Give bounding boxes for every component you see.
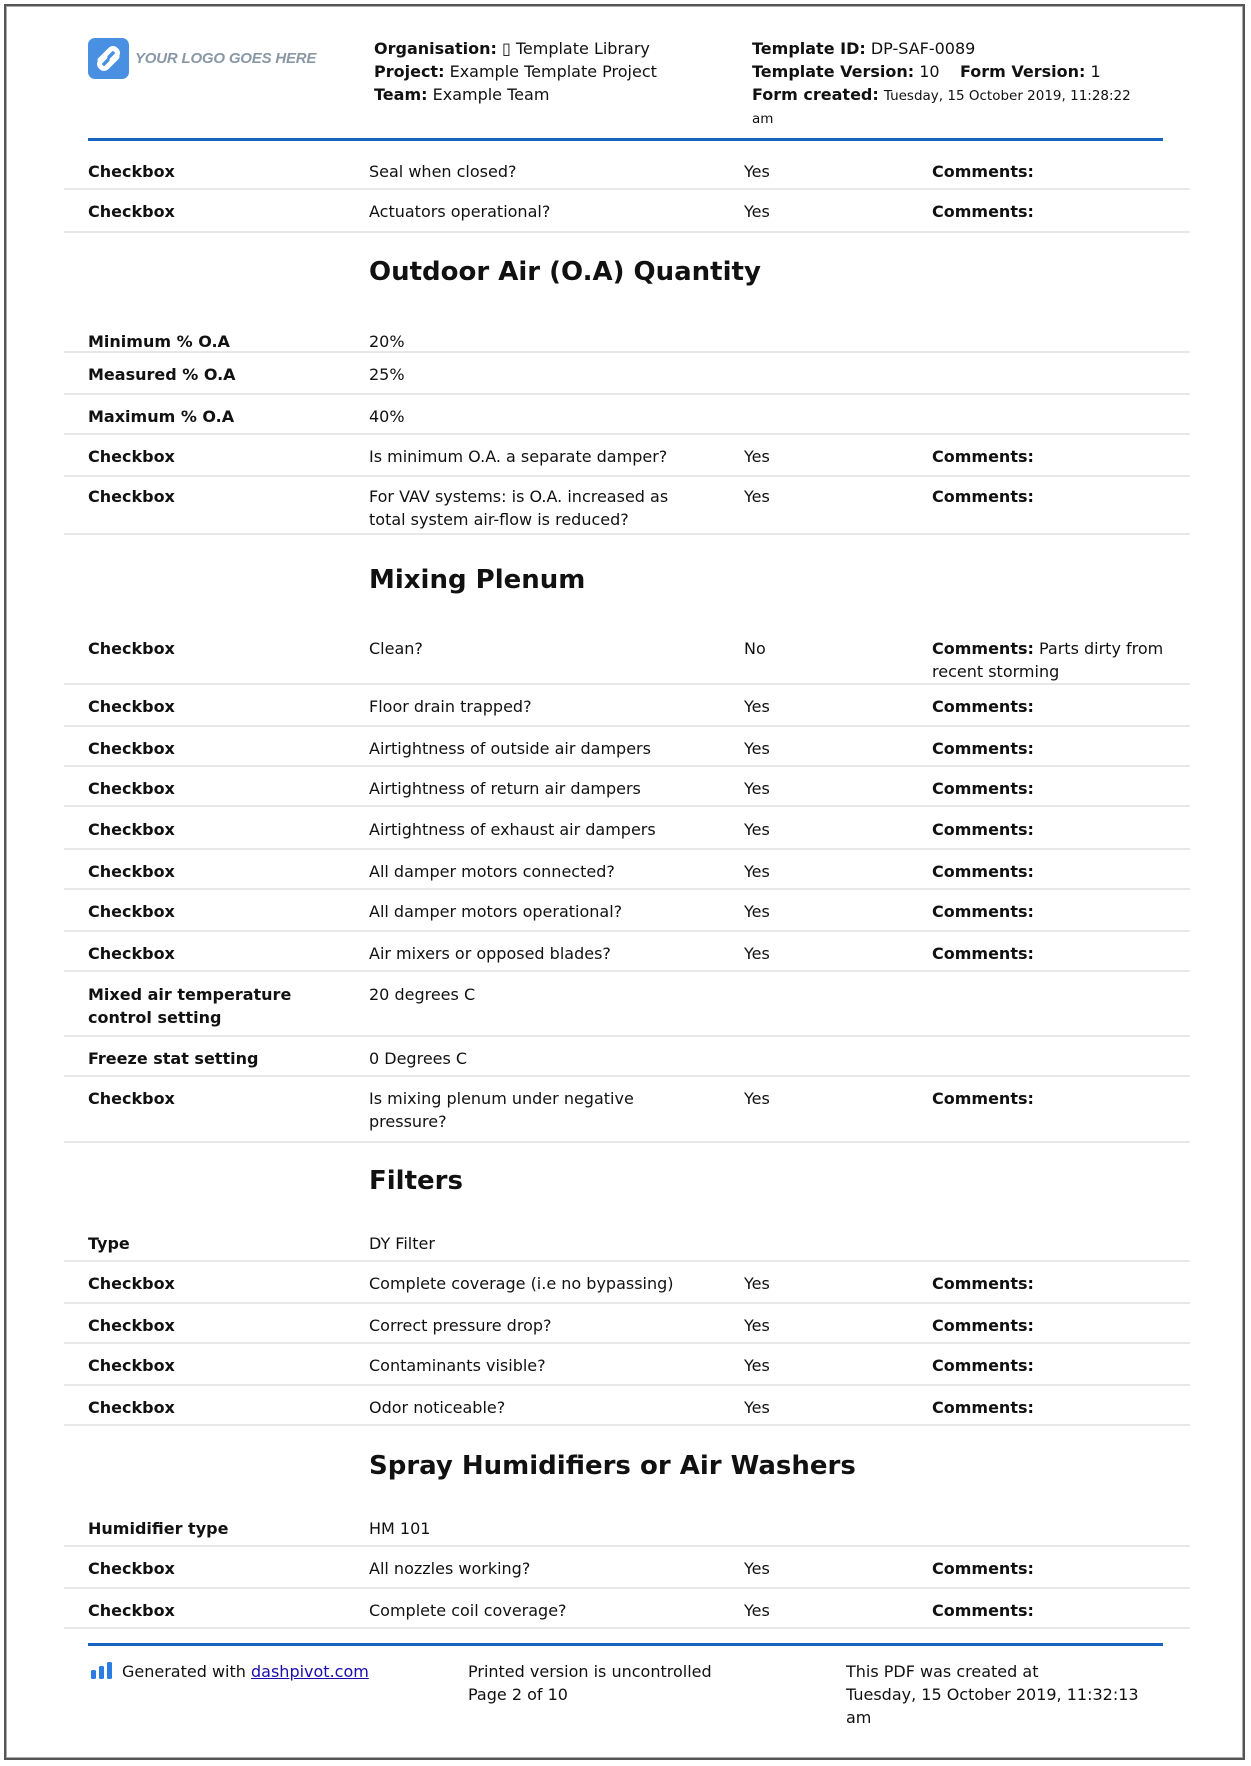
form-row: [64, 627, 1190, 685]
row-answer: Yes: [744, 902, 770, 921]
row-label: Checkbox: [88, 162, 175, 181]
row-value: Airtightness of exhaust air dampers: [369, 820, 656, 839]
row-label: Freeze stat setting: [88, 1049, 259, 1068]
section-heading: Spray Humidifiers or Air Washers: [369, 1451, 856, 1481]
section-heading: Mixing Plenum: [369, 565, 586, 595]
footer-printed: [468, 1660, 712, 1706]
row-label: Checkbox: [88, 862, 175, 881]
organisation-label: Organisation:: [374, 39, 497, 58]
form-row: [64, 435, 1190, 477]
comments-label: Comments:: [932, 1601, 1034, 1620]
comments-label: Comments:: [932, 820, 1034, 839]
row-label: Mixed air temperature control setting: [88, 985, 292, 1027]
bar-chart-icon: [90, 1661, 114, 1685]
form-row: [64, 475, 1190, 535]
form-row: [64, 1547, 1190, 1589]
header-meta-left: [374, 37, 657, 106]
comments-label: Comments:: [932, 1089, 1034, 1108]
row-value: All damper motors connected?: [369, 862, 615, 881]
template-id-label: Template ID:: [752, 39, 866, 58]
form-created-value: Tuesday, 15 October 2019, 11:28:22: [883, 88, 1131, 104]
comments-label: Comments:: [932, 487, 1034, 506]
row-comments: [932, 850, 1172, 883]
row-comments: [932, 890, 1172, 923]
form-row: [64, 727, 1190, 767]
row-comments: [932, 1344, 1172, 1377]
row-comments: [932, 1304, 1172, 1337]
logo-icon: [88, 38, 129, 79]
team-label: Team:: [374, 85, 428, 104]
header-divider: [88, 138, 1163, 141]
form-created-value-cont: am: [752, 111, 774, 127]
template-version-label: Template Version:: [752, 62, 915, 81]
row-value: DY Filter: [369, 1234, 435, 1253]
form-row: [64, 190, 1190, 233]
row-value: Airtightness of return air dampers: [369, 779, 641, 798]
row-value: Correct pressure drop?: [369, 1316, 552, 1335]
row-comments: [932, 435, 1172, 468]
row-value: All damper motors operational?: [369, 902, 623, 921]
row-answer: Yes: [744, 1316, 770, 1335]
row-answer: Yes: [744, 862, 770, 881]
row-answer: Yes: [744, 1356, 770, 1375]
form-row: [64, 850, 1190, 890]
row-comments: [932, 475, 1172, 508]
comments-label: Comments:: [932, 862, 1034, 881]
comments-label: Comments:: [932, 739, 1034, 758]
form-row: [64, 320, 1190, 353]
section-heading: Filters: [369, 1166, 463, 1196]
row-label: Minimum % O.A: [88, 332, 230, 351]
form-row: [64, 973, 1190, 1037]
row-label: Checkbox: [88, 1274, 175, 1293]
row-answer: Yes: [744, 697, 770, 716]
comments-label: Comments:: [932, 639, 1034, 658]
form-row: [64, 1344, 1190, 1386]
project-label: Project:: [374, 62, 445, 81]
form-row: [64, 395, 1190, 435]
row-label: Checkbox: [88, 1316, 175, 1335]
row-answer: Yes: [744, 447, 770, 466]
form-row: [64, 353, 1190, 395]
form-row: [64, 1262, 1190, 1304]
row-value: Complete coverage (i.e no bypassing): [369, 1274, 674, 1293]
row-value: 40%: [369, 407, 405, 426]
row-value: Actuators operational?: [369, 202, 551, 221]
comments-label: Comments:: [932, 697, 1034, 716]
section-heading: Outdoor Air (O.A) Quantity: [369, 257, 761, 287]
row-label: Checkbox: [88, 202, 175, 221]
row-answer: Yes: [744, 739, 770, 758]
row-comments: [932, 932, 1172, 965]
form-row: [64, 1077, 1190, 1143]
row-value: All nozzles working?: [369, 1559, 531, 1578]
comments-label: Comments:: [932, 1559, 1034, 1578]
row-answer: No: [744, 639, 766, 658]
row-label: Maximum % O.A: [88, 407, 235, 426]
row-answer: Yes: [744, 1274, 770, 1293]
row-label: Checkbox: [88, 1356, 175, 1375]
row-comments: [932, 1386, 1172, 1419]
footer-created: [846, 1660, 1139, 1729]
row-value: For VAV systems: is O.A. increased as total system air-flow is reduced?: [369, 487, 669, 529]
form-created-label: Form created:: [752, 85, 879, 104]
row-comments: [932, 1077, 1172, 1110]
row-label: Checkbox: [88, 447, 175, 466]
footer-divider: [88, 1643, 1163, 1646]
row-answer: Yes: [744, 1559, 770, 1578]
form-version-label: Form Version:: [959, 62, 1086, 81]
comments-label: Comments:: [932, 779, 1034, 798]
row-value: 20 degrees C: [369, 985, 476, 1004]
row-comments: [932, 190, 1172, 223]
form-row: [64, 767, 1190, 807]
form-version-value: 1: [1090, 62, 1101, 81]
comments-label: Comments:: [932, 902, 1034, 921]
form-row: [64, 685, 1190, 727]
template-version-value: 10: [919, 62, 940, 81]
row-value: Floor drain trapped?: [369, 697, 532, 716]
form-row: [64, 808, 1190, 850]
row-answer: Yes: [744, 487, 770, 506]
row-value: Clean?: [369, 639, 423, 658]
row-comments: [932, 767, 1172, 800]
form-row: [64, 1304, 1190, 1344]
row-label: Checkbox: [88, 639, 175, 658]
row-value: HM 101: [369, 1519, 431, 1538]
pdf-created-date-cont: am: [846, 1708, 872, 1727]
row-value: Is minimum O.A. a separate damper?: [369, 447, 668, 466]
form-row: [64, 1222, 1190, 1262]
row-answer: Yes: [744, 1089, 770, 1108]
row-label: Checkbox: [88, 1398, 175, 1417]
pdf-created-date: Tuesday, 15 October 2019, 11:32:13: [846, 1685, 1139, 1704]
form-row: [64, 1386, 1190, 1426]
row-label: Checkbox: [88, 1559, 175, 1578]
row-label: Checkbox: [88, 487, 175, 506]
header-meta-right: [752, 37, 1172, 131]
comment-text: Parts dirty from recent storming: [932, 639, 1164, 681]
dashpivot-link[interactable]: dashpivot.com: [251, 1662, 369, 1681]
row-answer: Yes: [744, 162, 770, 181]
row-value: Contaminants visible?: [369, 1356, 546, 1375]
row-comments: [932, 627, 1172, 683]
row-comments: [932, 808, 1172, 841]
form-row: [64, 150, 1190, 190]
comments-label: Comments:: [932, 447, 1034, 466]
row-label: Checkbox: [88, 779, 175, 798]
row-comments: [932, 727, 1172, 760]
row-label: Measured % O.A: [88, 365, 236, 384]
row-answer: Yes: [744, 1601, 770, 1620]
row-answer: Yes: [744, 1398, 770, 1417]
form-row: [64, 932, 1190, 972]
footer-generated: [90, 1660, 369, 1685]
team-value: Example Team: [432, 85, 550, 104]
row-comments: [932, 1589, 1172, 1622]
row-value: Air mixers or opposed blades?: [369, 944, 611, 963]
comments-label: Comments:: [932, 202, 1034, 221]
comments-label: Comments:: [932, 1398, 1034, 1417]
form-row: [64, 1037, 1190, 1077]
row-value: 25%: [369, 365, 405, 384]
pdf-created-line: This PDF was created at: [846, 1662, 1039, 1681]
form-row: [64, 1589, 1190, 1629]
comments-label: Comments:: [932, 1316, 1034, 1335]
project-value: Example Template Project: [449, 62, 657, 81]
row-value: Is mixing plenum under negative pressure?: [369, 1089, 634, 1131]
row-value: Seal when closed?: [369, 162, 517, 181]
row-answer: Yes: [744, 779, 770, 798]
row-answer: Yes: [744, 820, 770, 839]
row-label: Checkbox: [88, 697, 175, 716]
row-label: Humidifier type: [88, 1519, 229, 1538]
comments-label: Comments:: [932, 944, 1034, 963]
form-row: [64, 890, 1190, 932]
row-label: Checkbox: [88, 739, 175, 758]
row-value: Odor noticeable?: [369, 1398, 506, 1417]
row-label: Checkbox: [88, 902, 175, 921]
organisation-value: ▯ Template Library: [501, 39, 650, 58]
row-comments: [932, 150, 1172, 183]
generated-prefix: Generated with: [122, 1662, 251, 1681]
row-value: 0 Degrees C: [369, 1049, 468, 1068]
logo: [88, 38, 316, 79]
row-value: Airtightness of outside air dampers: [369, 739, 651, 758]
logo-text: YOUR LOGO GOES HERE: [135, 50, 317, 67]
form-row: [64, 1507, 1190, 1547]
row-comments: [932, 1262, 1172, 1295]
row-answer: Yes: [744, 202, 770, 221]
row-value: 20%: [369, 332, 405, 351]
row-label: Checkbox: [88, 820, 175, 839]
printed-line: Printed version is uncontrolled: [468, 1662, 712, 1681]
comments-label: Comments:: [932, 162, 1034, 181]
row-comments: [932, 685, 1172, 718]
template-id-value: DP-SAF-0089: [870, 39, 976, 58]
row-comments: [932, 1547, 1172, 1580]
row-value: Complete coil coverage?: [369, 1601, 567, 1620]
comments-label: Comments:: [932, 1356, 1034, 1375]
row-label: Checkbox: [88, 1601, 175, 1620]
row-answer: Yes: [744, 944, 770, 963]
comments-label: Comments:: [932, 1274, 1034, 1293]
page-number: Page 2 of 10: [468, 1685, 568, 1704]
row-label: Checkbox: [88, 944, 175, 963]
row-label: Checkbox: [88, 1089, 175, 1108]
row-label: Type: [88, 1234, 130, 1253]
